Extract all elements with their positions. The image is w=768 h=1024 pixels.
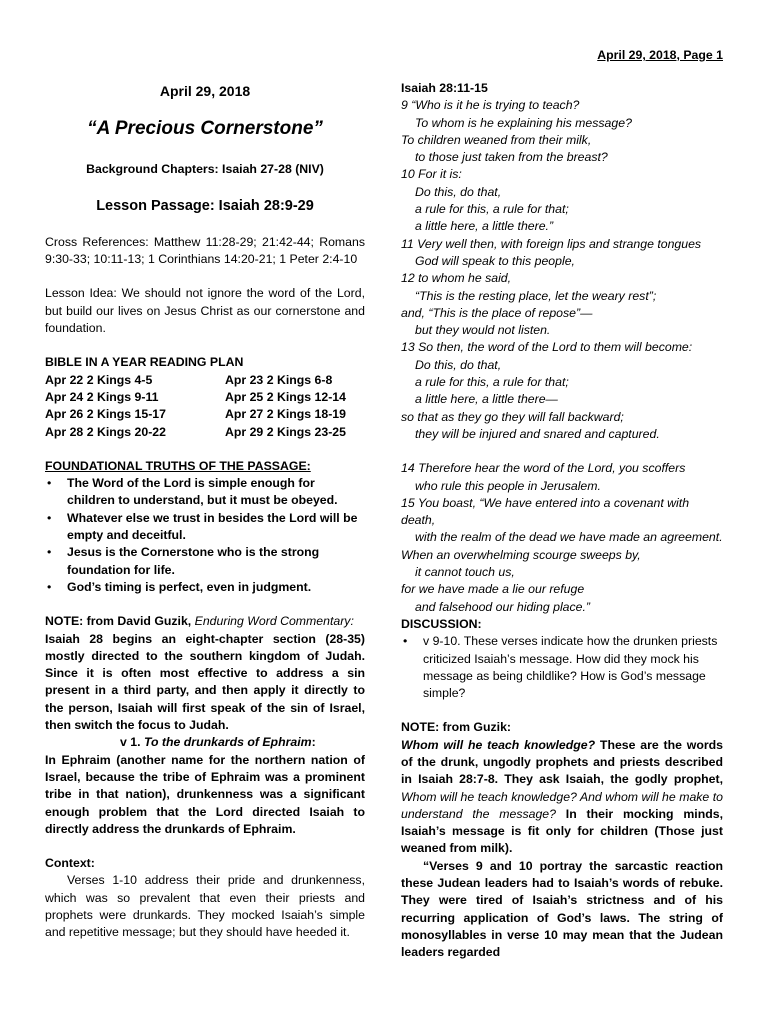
discussion-list <box>401 633 723 702</box>
note2-text-a: These are the words of the drunk, ungodly prophets and priests described in Isaiah 28:7-8. They ask Isaiah, the godly prophet, <box>401 737 723 787</box>
truths-list <box>45 475 365 596</box>
plan-entry: Apr 29 2 Kings 23-25 <box>225 424 346 439</box>
lesson-title: “A Precious Cornerstone” <box>87 118 323 140</box>
truth-item: • Whatever else we trust in besides the Lord will be empty and deceitful. <box>45 510 365 545</box>
note2-label: NOTE: <box>401 720 440 735</box>
verse-line: Do this, do that, <box>415 184 502 199</box>
verse-line: 11 Very well then, with foreign lips and strange tongues <box>401 236 702 251</box>
commentary-paragraph: “Verses 9 and 10 portray the sarcastic reaction these Judean leaders had to Isaiah’s words of rebuke. They were tired of Isaiah’s strictness and of his recurring application of God’s laws. The string of monosyllables in verse 10 may mean that the Judean leaders regarded <box>401 858 723 960</box>
verse-line: so that as they go they will fall backward; <box>401 409 624 424</box>
verse-1-heading <box>45 734 365 751</box>
background-chapters: Background Chapters: Isaiah 27-28 (NIV) <box>86 162 324 177</box>
note2-text-b: In their mocking minds, Isaiah’s message is fit only for children (Those just weaned from milk). <box>401 806 723 856</box>
plan-entry: Apr 28 2 Kings 20-22 <box>45 424 166 439</box>
verse-line: a rule for this, a rule for that; <box>415 375 569 390</box>
truth-item: • God’s timing is perfect, even in judgment. <box>45 579 365 596</box>
verse-line: a rule for this, a rule for that; <box>415 202 569 217</box>
guzik-note-2-heading <box>401 719 723 736</box>
verse-line: “This is the resting place, let the weary rest”; <box>415 288 657 303</box>
truth-item: • Jesus is the Cornerstone who is the strong foundation for life. <box>45 544 365 579</box>
plan-entry: Apr 22 2 Kings 4-5 <box>45 372 153 387</box>
v1-colon: : <box>311 735 316 750</box>
reading-plan <box>45 372 365 441</box>
plan-entry: Apr 27 2 Kings 18-19 <box>225 407 346 422</box>
note-body: Isaiah 28 begins an eight-chapter section (28-35) mostly directed to the southern kingdom of Judah. Since it is often most effective to address a sin present in a third party, and then apply it directly to the person, Isaiah will first speak of the sin of Israel, then switch the focus to Judah. <box>45 631 365 733</box>
verse-line: When an overwhelming scourge sweeps by, <box>401 547 641 562</box>
verse-line: God will speak to this people, <box>415 253 575 268</box>
verse-line: it cannot touch us, <box>415 565 515 580</box>
plan-entry: Apr 24 2 Kings 9-11 <box>45 389 159 404</box>
note-source: Enduring Word Commentary: <box>194 614 354 629</box>
verse-line: To children weaned from their milk, <box>401 132 592 147</box>
question-1: Whom will he teach knowledge? <box>401 737 596 752</box>
verse-line: a little here, a little there.” <box>415 219 554 234</box>
verse-line: 14 Therefore hear the word of the Lord, you scoffers <box>401 461 686 476</box>
cross-references: Cross References: Matthew 11:28-29; 21:42-44; Romans 9:30-33; 10:11-13; 1 Corinthians 14:20-21; 1 Peter 2:4-10 <box>45 234 365 267</box>
page-header: April 29, 2018, Page 1 <box>597 48 723 62</box>
verse-line: 9 “Who is it he is trying to teach? <box>401 98 580 113</box>
right-column <box>401 80 723 962</box>
lesson-idea: Lesson Idea: We should not ignore the word of the Lord, but build our lives on Jesus Christ as our cornerstone and foundation. <box>45 286 365 336</box>
verse-line: 15 You boast, “We have entered into a covenant with death, <box>401 495 690 528</box>
verse-line: a little here, a little there— <box>415 392 558 407</box>
truth-item: • The Word of the Lord is simple enough for children to understand, but it must be obeyed. <box>45 475 365 510</box>
verse-1-body: In Ephraim (another name for the northern nation of Israel, because the tribe of Ephraim was a prominent tribe in that nation), drunkenness was a significant enough problem that the Lord directed Isaiah to directly address the drunkards of Ephraim. <box>45 752 365 836</box>
question-2: Whom will he teach knowledge? And whom will he make to understand the message? <box>401 789 723 821</box>
verse-line: 10 For it is: <box>401 167 462 182</box>
note2-paragraph <box>401 737 723 858</box>
discussion-item: • v 9-10. These verses indicate how the drunken priests criticized Isaiah’s message. How did they mock his message as being childlike? How is God’s message simple? <box>401 633 723 702</box>
plan-entry: Apr 26 2 Kings 15-17 <box>45 407 166 422</box>
lesson-passage: Lesson Passage: Isaiah 28:9-29 <box>96 197 314 214</box>
context-body: Verses 1-10 address their pride and drunkenness, which was so prevalent that even their priests and prophets were drunkards. They mocked Isaiah’s simple and repetitive message; but they should have heeded it. <box>45 873 365 940</box>
note2-source: from Guzik: <box>439 720 511 735</box>
verse-line: and, “This is the place of repose”— <box>401 305 593 320</box>
discussion-label: DISCUSSION: <box>401 616 482 631</box>
verse-line: To whom is he explaining his message? <box>415 115 632 130</box>
verse-line: they will be injured and snared and captured. <box>415 426 660 441</box>
plan-entry: Apr 23 2 Kings 6-8 <box>225 372 333 387</box>
v1-title: To the drunkards of Ephraim <box>143 735 312 750</box>
plan-entry: Apr 25 2 Kings 12-14 <box>225 389 346 404</box>
verse-line: 12 to whom he said, <box>401 271 512 286</box>
note-label: NOTE: from David Guzik, <box>45 614 195 629</box>
verse-line: and falsehood our hiding place.” <box>415 599 591 614</box>
lesson-date: April 29, 2018 <box>159 83 251 99</box>
verse-line: to those just taken from the breast? <box>415 150 608 165</box>
verse-line: Do this, do that, <box>415 357 502 372</box>
reading-plan-title: BIBLE IN A YEAR READING PLAN <box>45 355 244 370</box>
verse-line: for we have made a lie our refuge <box>401 582 585 597</box>
context-label: Context: <box>45 856 95 871</box>
passage-reference: Isaiah 28:11-15 <box>401 81 488 95</box>
left-column <box>45 80 365 942</box>
verse-line: who rule this people in Jerusalem. <box>415 478 601 493</box>
v1-label: v 1. <box>120 735 144 750</box>
truths-title: FOUNDATIONAL TRUTHS OF THE PASSAGE: <box>45 458 311 473</box>
scripture-block-1 <box>401 97 723 443</box>
verse-line: with the realm of the dead we have made an agreement. <box>415 530 723 545</box>
scripture-block-2 <box>401 460 723 616</box>
verse-line: but they would not listen. <box>415 323 551 338</box>
verse-line: 13 So then, the word of the Lord to them will become: <box>401 340 693 355</box>
guzik-note-heading <box>45 613 365 630</box>
